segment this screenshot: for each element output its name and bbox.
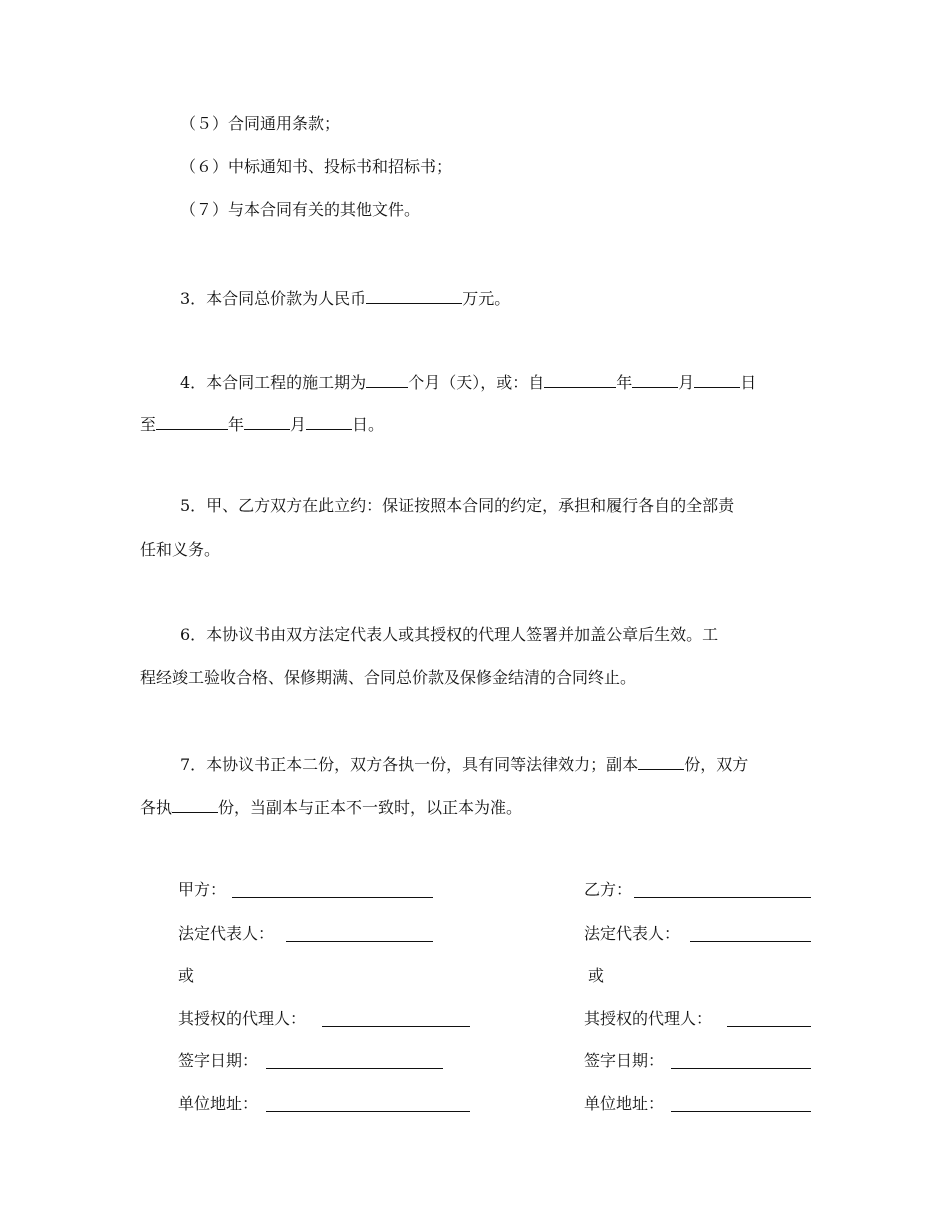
- party-b-address-line[interactable]: [671, 1110, 811, 1112]
- clause-7-line2: [140, 795, 522, 819]
- start-month-blank[interactable]: [632, 370, 678, 388]
- clause-4-text: 月: [290, 415, 307, 434]
- party-b-date-line[interactable]: [671, 1067, 811, 1069]
- clause-4-text: 年: [228, 415, 245, 434]
- party-b-name-line[interactable]: [634, 896, 811, 898]
- clause-4-text: 至: [140, 415, 157, 434]
- clause-3: [180, 286, 510, 310]
- party-a-address-line[interactable]: [266, 1110, 470, 1112]
- end-year-blank[interactable]: [156, 412, 228, 430]
- clause-4-text: 日: [740, 373, 757, 392]
- party-a-name-line[interactable]: [232, 896, 433, 898]
- list-item-6: （６）中标通知书、投标书和招标书；: [180, 157, 453, 176]
- clause-7-text: 份，双方: [684, 755, 749, 774]
- clause-5-line1: 5．甲、乙方双方在此立约：保证按照本合同的约定，承担和履行各自的全部责: [180, 496, 735, 515]
- copies-blank[interactable]: [638, 752, 684, 770]
- list-item-5: （５）合同通用条款；: [180, 114, 341, 133]
- clause-4-text: 4．本合同工程的施工期为: [180, 373, 367, 392]
- copies-each-blank[interactable]: [172, 795, 218, 813]
- end-day-blank[interactable]: [306, 412, 352, 430]
- clause-6-line1: 6．本协议书由双方法定代表人或其授权的代理人签署并加盖公章后生效。工: [180, 625, 719, 644]
- party-b-date-label: 签字日期：: [584, 1051, 665, 1070]
- party-a-name-label: 甲方：: [178, 880, 227, 899]
- clause-4-line2: [140, 412, 384, 436]
- party-a-or: 或: [178, 966, 195, 985]
- price-blank[interactable]: [366, 286, 462, 304]
- party-b-address-label: 单位地址：: [584, 1094, 665, 1113]
- clause-7-text: 份，当副本与正本不一致时，以正本为准。: [218, 798, 523, 817]
- party-a-agent-line[interactable]: [322, 1025, 470, 1027]
- clause-4-line1: [180, 370, 756, 394]
- party-b-rep-label: 法定代表人：: [584, 924, 681, 943]
- party-b-name-label: 乙方：: [584, 880, 633, 899]
- party-a-date-label: 签字日期：: [178, 1051, 259, 1070]
- end-month-blank[interactable]: [244, 412, 290, 430]
- party-b-rep-line[interactable]: [690, 940, 811, 942]
- clause-4-text: 月: [678, 373, 695, 392]
- list-item-7: （７）与本合同有关的其他文件。: [180, 200, 421, 219]
- party-b-agent-line[interactable]: [727, 1025, 811, 1027]
- clause-7-text: 7．本协议书正本二份，双方各执一份，具有同等法律效力；副本: [180, 755, 639, 774]
- start-year-blank[interactable]: [544, 370, 616, 388]
- clause-3-suffix: 万元。: [462, 289, 511, 308]
- clause-4-text: 日。: [352, 415, 385, 434]
- clause-7-line1: [180, 752, 748, 776]
- party-a-date-line[interactable]: [266, 1067, 443, 1069]
- party-b-or: 或: [588, 966, 605, 985]
- clause-4-text: 年: [616, 373, 633, 392]
- start-day-blank[interactable]: [694, 370, 740, 388]
- party-b-agent-label: 其授权的代理人：: [584, 1009, 713, 1028]
- party-a-rep-label: 法定代表人：: [178, 924, 275, 943]
- clause-3-prefix: 3．本合同总价款为人民币: [180, 289, 367, 308]
- party-a-address-label: 单位地址：: [178, 1094, 259, 1113]
- party-a-agent-label: 其授权的代理人：: [178, 1009, 307, 1028]
- clause-4-text: 个月（天），或：自: [408, 373, 545, 392]
- clause-6-line2: 程经竣工验收合格、保修期满、合同总价款及保修金结清的合同终止。: [140, 668, 637, 687]
- clause-5-line2: 任和义务。: [140, 540, 221, 559]
- clause-7-text: 各执: [140, 798, 173, 817]
- party-a-rep-line[interactable]: [286, 940, 433, 942]
- duration-blank[interactable]: [366, 370, 408, 388]
